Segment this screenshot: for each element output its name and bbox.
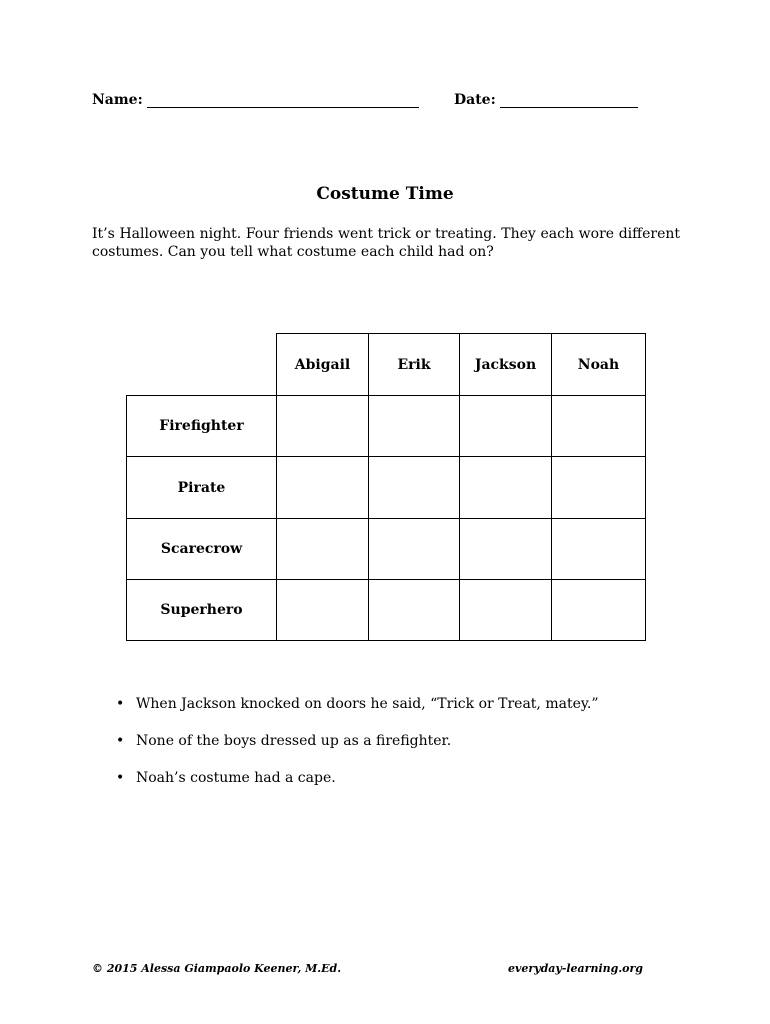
answer-cell[interactable] (551, 456, 646, 519)
clue-item (116, 731, 599, 768)
answer-cell[interactable] (368, 579, 460, 641)
clue-text: When Jackson knocked on doors he said, “Trick or Treat, matey.” (136, 696, 599, 712)
answer-cell[interactable] (459, 395, 552, 457)
row-header-pirate: Pirate (126, 456, 277, 519)
answer-cell[interactable] (276, 395, 369, 457)
worksheet-title: Costume Time (316, 184, 454, 204)
intro-paragraph: It’s Halloween night. Four friends went trick or treating. They each wore different costumes. Can you tell what costume each child had on? (92, 226, 680, 260)
bullet-icon: • (116, 696, 125, 712)
answer-cell[interactable] (276, 579, 369, 641)
column-header-jackson: Jackson (459, 333, 552, 396)
bullet-icon: • (116, 770, 125, 786)
footer-copyright: © 2015 Alessa Giampaolo Keener, M.Ed. (92, 962, 342, 975)
date-field (454, 92, 638, 108)
answer-cell[interactable] (459, 579, 552, 641)
answer-cell[interactable] (276, 518, 369, 580)
answer-cell[interactable] (459, 518, 552, 580)
answer-cell[interactable] (368, 395, 460, 457)
answer-cell[interactable] (551, 579, 646, 641)
footer-site: everyday-learning.org (508, 962, 643, 975)
row-header-superhero: Superhero (126, 579, 277, 641)
name-label: Name: (92, 92, 143, 108)
answer-cell[interactable] (459, 456, 552, 519)
row-header-scarecrow: Scarecrow (126, 518, 277, 580)
answer-cell[interactable] (551, 395, 646, 457)
clue-list (116, 694, 599, 805)
column-header-noah: Noah (551, 333, 646, 396)
bullet-icon: • (116, 733, 125, 749)
clue-item (116, 768, 599, 805)
answer-cell[interactable] (276, 456, 369, 519)
column-header-erik: Erik (368, 333, 460, 396)
date-blank-line (500, 93, 638, 108)
answer-cell[interactable] (368, 518, 460, 580)
name-field (92, 92, 419, 108)
name-blank-line (147, 93, 419, 108)
clue-item (116, 694, 599, 731)
column-header-abigail: Abigail (276, 333, 369, 396)
answer-cell[interactable] (551, 518, 646, 580)
answer-cell[interactable] (368, 456, 460, 519)
clue-text: Noah’s costume had a cape. (136, 770, 336, 786)
clue-text: None of the boys dressed up as a firefighter. (136, 733, 452, 749)
date-label: Date: (454, 92, 496, 108)
row-header-firefighter: Firefighter (126, 395, 277, 457)
logic-grid (126, 333, 645, 640)
